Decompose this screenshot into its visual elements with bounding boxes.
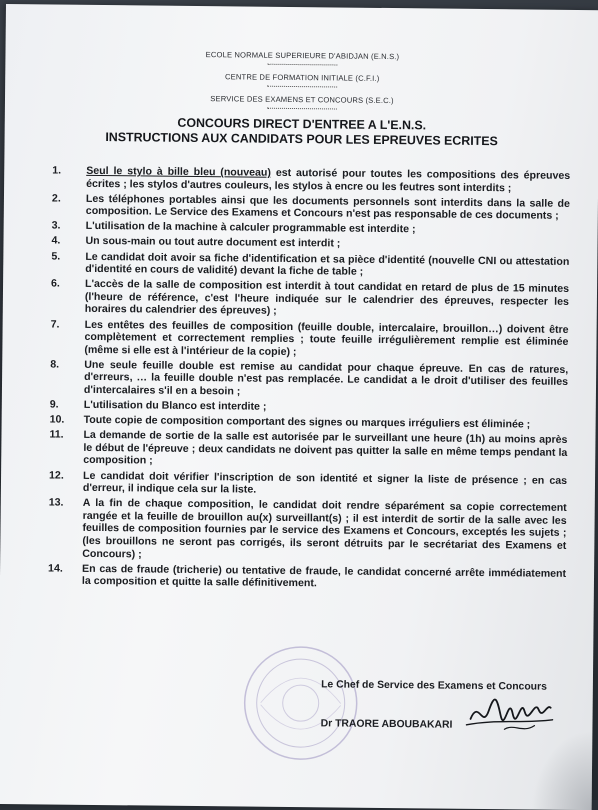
item-text: est autorisé pour toutes les compositions des épreuves écrites ; les stylos d'autres couleurs, les stylos à encre ou les feutres sont interdits ; [86,166,571,194]
item-text: La demande de sortie de la salle est autorisée par le surveillant une heure (1h) au moins après le début de l'épreuve ; deux candidats ne doivent pas quitter la salle en même temps pendant la composition ; [83,429,568,468]
item-number: 4. [51,234,61,248]
header-center: CENTRE DE FORMATION INITIALE (C.F.I.) [225,72,380,83]
item-number: 3. [51,219,61,232]
item-number: 10. [49,413,65,426]
instruction-item [49,428,568,472]
item-number: 1. [52,164,62,177]
header-service: SERVICE DES EXAMENS ET CONCOURS (S.E.C.) [210,94,394,106]
instruction-item [51,277,570,321]
item-text: L'utilisation de la machine à calculer programmable est interdite ; [85,220,416,236]
page-shadow [532,730,593,810]
instruction-item [51,250,570,280]
item-text: L'accès de la salle de composition est interdit à tout candidat en retard de plus de 15 minutes (l'heure de référence, c'est l'heure indiquée sur le calendrier des épreuves, respecter les horaires du calendrier des épreuves) ; [84,278,570,318]
item-text: En cas de fraude (tricherie) ou tentative de fraude, le candidat concerné arrête immédiatement la composition et quitte la salle définitivement. [81,562,567,590]
instructions-list [0,164,598,593]
item-text: Les téléphones portables ainsi que les documents personnels sont interdits dans la salle de composition. Le Service des Examens et Concours n'est pas responsable de ces documents ; [85,192,571,223]
item-number: 5. [51,250,61,263]
item-text: L'utilisation du Blanco est interdite ; [83,398,267,413]
header-divider [267,86,337,88]
signatory-title: Le Chef de Service des Examens et Concours [321,679,547,693]
header-school: ECOLE NORMALE SUPERIEURE D'ABIDJAN (E.N.S.) [205,50,400,62]
instruction-item [51,192,571,223]
item-number: 8. [50,358,60,371]
title-line-2: INSTRUCTIONS AUX CANDIDATS POUR LES EPREUVES ECRITES [105,130,498,149]
item-number: 2. [51,192,61,205]
title-line-1: CONCOURS DIRECT D'ENTREE A L'E.N.S. [177,115,427,133]
item-text: Un sous-main ou tout autre document est interdit ; [85,235,341,250]
item-number: 6. [51,277,60,290]
instruction-item [48,496,567,565]
institution-header [5,4,598,112]
instruction-item [49,469,568,499]
instruction-item [48,562,567,593]
item-number: 12. [49,469,64,482]
document-title [5,114,598,150]
header-divider [267,108,337,110]
item-text: Une seule feuille double est remise au candidat pour chaque épreuve. En cas de ratures, d'erreurs, … la feuille double n'est pas remplacée. Le candidat a le droit d'utiliser des feuilles d'intercalaires s'il en a besoin ; [83,358,569,398]
signature-block [321,679,547,731]
item-number: 14. [48,562,63,575]
signatory-name: Dr TRAORE ABOUBAKARI [320,718,453,731]
item-text: Le candidat doit vérifier l'inscription de son identité et signer la liste de présence ; en cas d'erreur, il indique cela sur la liste. [82,469,568,496]
instruction-item [50,318,569,361]
instruction-item [52,164,571,195]
item-text: Le candidat doit avoir sa fiche d'identification et sa pièce d'identité (nouvelle CNI ou attestation d'identité en cours de validité) devant la fiche de table ; [85,250,570,278]
header-divider [267,64,337,66]
item-text: Les entêtes des feuilles de composition (feuille double, intercalaire, brouillon…) doivent être complètement et correctement remplies ; toute feuille irrégulièrement remplie est éliminée (même si elle est à l'intérieur de la copie) ; [84,318,569,358]
item-number: 13. [48,496,64,509]
item-number: 9. [49,398,59,411]
instruction-item [50,358,569,402]
item-number: 11. [49,428,64,441]
item-number: 7. [50,318,60,331]
item-lead: Seul le stylo à bille bleu (nouveau) [86,164,272,179]
item-text: A la fin de chaque composition, le candidat doit rendre séparément sa copie correctement rangée et la feuille de brouillon au(x) surveillant(s) ; il est interdit de sortir de la salle avec les feuilles de composition fournies par le service des Examens et Concours, exceptés les sujets ; (les brouillons ne seront pas corrigés, ils seront détruits par le secrétariat des Examens et Concours) ; [82,497,567,561]
item-text: Toute copie de composition comportant des signes ou marques irréguliers est éliminée ; [83,414,531,431]
document-page [0,4,598,810]
